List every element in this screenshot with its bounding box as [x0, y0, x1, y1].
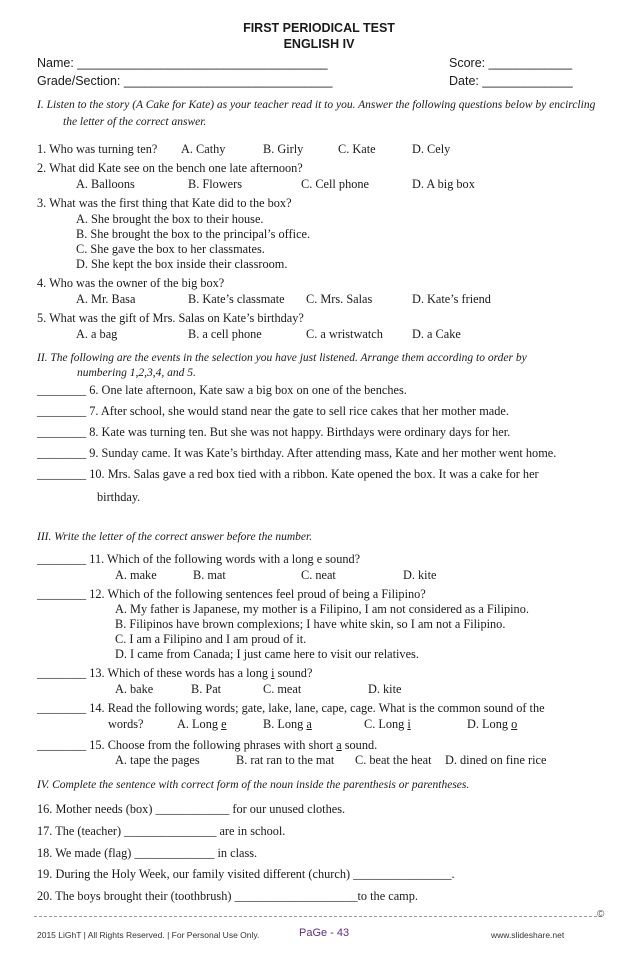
q13-choice-d: D. kite	[368, 682, 402, 696]
q15-choice-a: A. tape the pages	[115, 753, 200, 767]
part4-instruction: IV. Complete the sentence with correct form of the noun inside the parenthesis or parentheses.	[37, 779, 470, 791]
q11-choice-a: A. make	[115, 568, 157, 582]
q14-c-letter: i	[407, 717, 411, 731]
q14-a-text: A. Long	[177, 717, 222, 731]
order-item-7: ________ 7. After school, she would stand near the gate to sell rice cakes that her mother made.	[37, 404, 509, 418]
test-title: FIRST PERIODICAL TEST	[243, 21, 395, 35]
q15-stem-end: sound.	[341, 738, 378, 752]
q11-choice-c: C. neat	[301, 568, 336, 582]
q14-choice-a	[177, 717, 227, 732]
q1-choice-b: B. Girly	[263, 142, 304, 156]
q14-d-text: D. Long	[467, 717, 512, 731]
q14-b-letter: a	[306, 717, 312, 731]
q3-choice-a: A. She brought the box to their house.	[76, 212, 264, 226]
q3-choice-d: D. She kept the box inside their classroom.	[76, 257, 288, 271]
copyright-icon: ©	[597, 909, 605, 920]
q5-choice-d: D. a Cake	[412, 327, 461, 341]
footer-divider	[34, 916, 602, 917]
completion-item-17: 17. The (teacher) _______________ are in school.	[37, 824, 286, 838]
q5-choice-c: C. a wristwatch	[306, 327, 383, 341]
q12-choice-b: B. Filipinos have brown complexions; I have white skin, so I am not a Filipino.	[115, 617, 506, 631]
q5-choice-a: A. a bag	[76, 327, 118, 341]
q11-choice-d: D. kite	[403, 568, 437, 582]
q4-stem: 4. Who was the owner of the big box?	[37, 276, 225, 290]
q2-choice-d: D. A big box	[412, 177, 475, 191]
q1-choice-d: D. Cely	[412, 142, 451, 156]
score-field: Score: ____________	[449, 56, 573, 70]
footer-rights: 2015 LiGhT | All Rights Reserved. | For Personal Use Only.	[37, 930, 260, 940]
q1-choice-a: A. Cathy	[181, 142, 226, 156]
q11-stem: ________ 11. Which of the following words with a long e sound?	[37, 552, 361, 566]
q13-choice-b: B. Pat	[191, 682, 222, 696]
order-item-9: ________ 9. Sunday came. It was Kate’s birthday. After attending mass, Kate and her mother went home.	[37, 446, 557, 460]
q15-choice-d: D. dined on fine rice	[445, 753, 547, 767]
part2-instruction: II. The following are the events in the selection you have just listened. Arrange them according to order by	[37, 352, 527, 364]
completion-item-18: 18. We made (flag) _____________ in class.	[37, 846, 258, 860]
q15-choice-b: B. rat ran to the mat	[236, 753, 335, 767]
q4-choice-c: C. Mrs. Salas	[306, 292, 373, 306]
q3-choice-b: B. She brought the box to the principal’s office.	[76, 227, 311, 241]
q4-choice-b: B. Kate’s classmate	[188, 292, 285, 306]
q3-choice-c: C. She gave the box to her classmates.	[76, 242, 265, 256]
q5-choice-b: B. a cell phone	[188, 327, 262, 341]
q12-stem: ________ 12. Which of the following sentences feel proud of being a Filipino?	[37, 587, 426, 601]
footer-website: www.slideshare.net	[491, 930, 565, 940]
part1-instruction: I. Listen to the story (A Cake for Kate) as your teacher read it to you. Answer the following questions below by encircling	[37, 99, 596, 111]
q13-choice-a: A. bake	[115, 682, 154, 696]
q2-choice-b: B. Flowers	[188, 177, 242, 191]
q14-stem: ________ 14. Read the following words; gate, lake, lane, cape, cage. What is the common sound of the	[37, 701, 545, 715]
q13-underlined-letter: i	[271, 666, 275, 680]
part1-instruction-cont: the letter of the correct answer.	[63, 116, 207, 128]
q12-choice-a: A. My father is Japanese, my mother is a Filipino, I am not considered as a Filipino.	[115, 602, 529, 616]
grade-section-field: Grade/Section: ______________________________	[37, 74, 333, 88]
order-item-8: ________ 8. Kate was turning ten. But she was not happy. Birthdays were ordinary days for her.	[37, 425, 511, 439]
q13-stem	[37, 666, 312, 681]
part2-instruction-cont: numbering 1,2,3,4, and 5.	[77, 367, 196, 379]
q14-a-letter: e	[221, 717, 227, 731]
q15-choice-c: C. beat the heat	[355, 753, 432, 767]
q1-stem: 1. Who was turning ten?	[37, 142, 158, 156]
q15-stem-text: ________ 15. Choose from the following phrases with short	[37, 738, 337, 752]
date-field: Date: _____________	[449, 74, 573, 88]
q13-stem-end: sound?	[274, 666, 313, 680]
q4-choice-a: A. Mr. Basa	[76, 292, 136, 306]
q14-choice-d	[467, 717, 517, 732]
name-field: Name: ____________________________________	[37, 56, 328, 70]
q2-choice-a: A. Balloons	[76, 177, 135, 191]
q12-choice-c: C. I am a Filipino and I am proud of it.	[115, 632, 307, 646]
q13-stem-text: ________ 13. Which of these words has a long	[37, 666, 272, 680]
q14-d-letter: o	[511, 717, 518, 731]
q14-c-text: C. Long	[364, 717, 408, 731]
q14-stem-cont: words?	[108, 717, 144, 731]
q5-stem: 5. What was the gift of Mrs. Salas on Kate’s birthday?	[37, 311, 304, 325]
q4-choice-d: D. Kate’s friend	[412, 292, 491, 306]
q14-choice-b	[263, 717, 312, 732]
q2-stem: 2. What did Kate see on the bench one late afternoon?	[37, 161, 303, 175]
q2-choice-c: C. Cell phone	[301, 177, 369, 191]
q15-underlined-letter: a	[336, 738, 342, 752]
part3-instruction: III. Write the letter of the correct answer before the number.	[37, 531, 313, 543]
q13-choice-c: C. meat	[263, 682, 302, 696]
page-number: PaGe - 43	[299, 927, 350, 939]
q11-choice-b: B. mat	[193, 568, 226, 582]
order-item-10: ________ 10. Mrs. Salas gave a red box tied with a ribbon. Kate opened the box. It was a cake for her	[37, 467, 539, 481]
q14-b-text: B. Long	[263, 717, 307, 731]
q14-choice-c	[364, 717, 411, 732]
q15-stem	[37, 738, 377, 753]
order-item-10-cont: birthday.	[97, 490, 141, 504]
completion-item-16: 16. Mother needs (box) ____________ for our unused clothes.	[37, 802, 346, 816]
q12-choice-d: D. I came from Canada; I just came here to visit our relatives.	[115, 647, 419, 661]
q1-choice-c: C. Kate	[338, 142, 376, 156]
completion-item-20: 20. The boys brought their (toothbrush) ____________________to the camp.	[37, 889, 418, 903]
q3-stem: 3. What was the first thing that Kate did to the box?	[37, 196, 292, 210]
test-subtitle: ENGLISH IV	[283, 37, 355, 51]
completion-item-19: 19. During the Holy Week, our family visited different (church) ________________.	[37, 867, 455, 881]
order-item-6: ________ 6. One late afternoon, Kate saw a big box on one of the benches.	[37, 383, 407, 397]
